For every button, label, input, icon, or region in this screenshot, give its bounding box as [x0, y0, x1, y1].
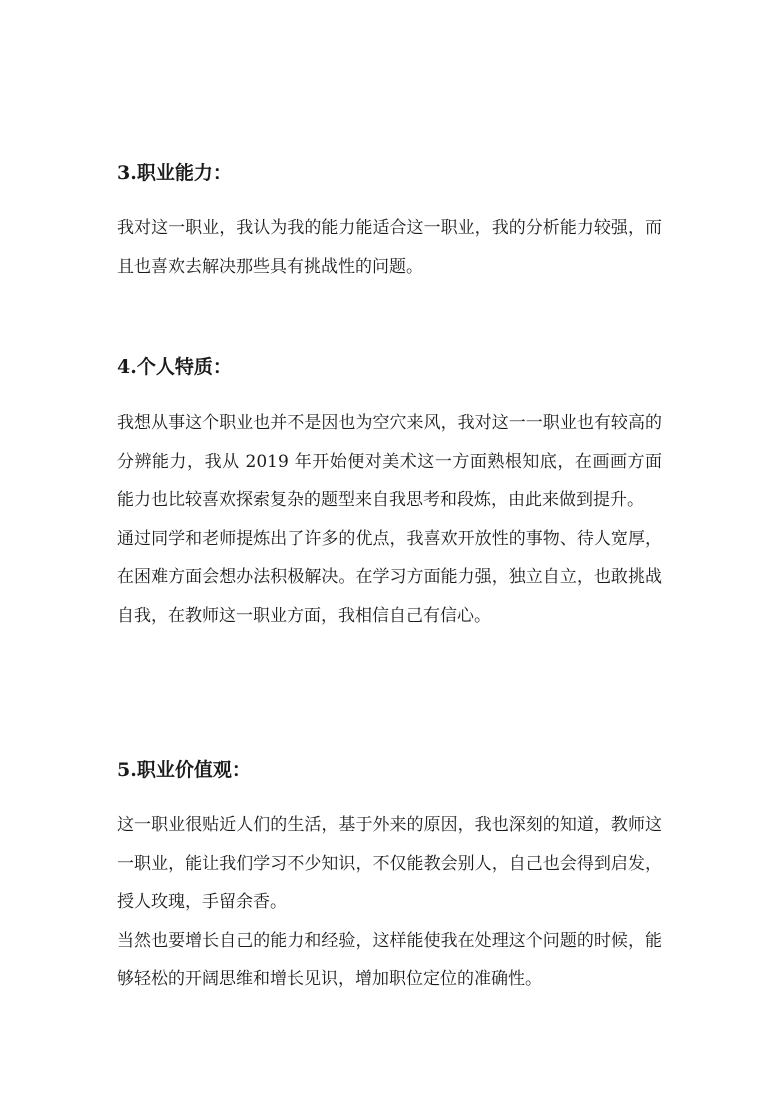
section-heading-personal-traits: 4.个人特质： — [117, 356, 232, 378]
paragraph: 我对这一职业，我认为我的能力能适合这一职业，我的分析能力较强，而且也喜欢去解决那些具有挑战性的问题。 — [117, 218, 662, 277]
section-heading-career-ability: 3.职业能力： — [117, 162, 232, 184]
paragraph: 通过同学和老师提炼出了许多的优点，我喜欢开放性的事物、待人宽厚，在困难方面会想办法积极解决。在学习方面能力强，独立自立，也敢挑战自我，在教师这一职业方面，我相信自己有信心。 — [117, 528, 662, 626]
paragraph: 当然也要增长自己的能力和经验，这样能使我在处理这个问题的时候，能够轻松的开阔思维和增长见识，增加职位定位的准确性。 — [117, 930, 662, 989]
paragraph: 这一职业很贴近人们的生活，基于外来的原因，我也深刻的知道，教师这一职业，能让我们学习不少知识，不仅能教会别人，自己也会得到启发，授人玫瑰，手留余香。 — [117, 815, 662, 912]
section-body-career-ability — [117, 209, 662, 286]
section-body-career-values — [117, 806, 662, 999]
section-body-personal-traits — [117, 404, 662, 635]
paragraph: 我想从事这个职业也并不是因也为空穴来风，我对这一一职业也有较高的分辨能力，我从 2019 年开始便对美术这一方面熟根知底，在画画方面能力也比较喜欢探索复杂的题型来自我思考和段炼，由此来做到提升。 — [117, 413, 662, 510]
section-heading-career-values: 5.职业价值观： — [117, 759, 251, 781]
